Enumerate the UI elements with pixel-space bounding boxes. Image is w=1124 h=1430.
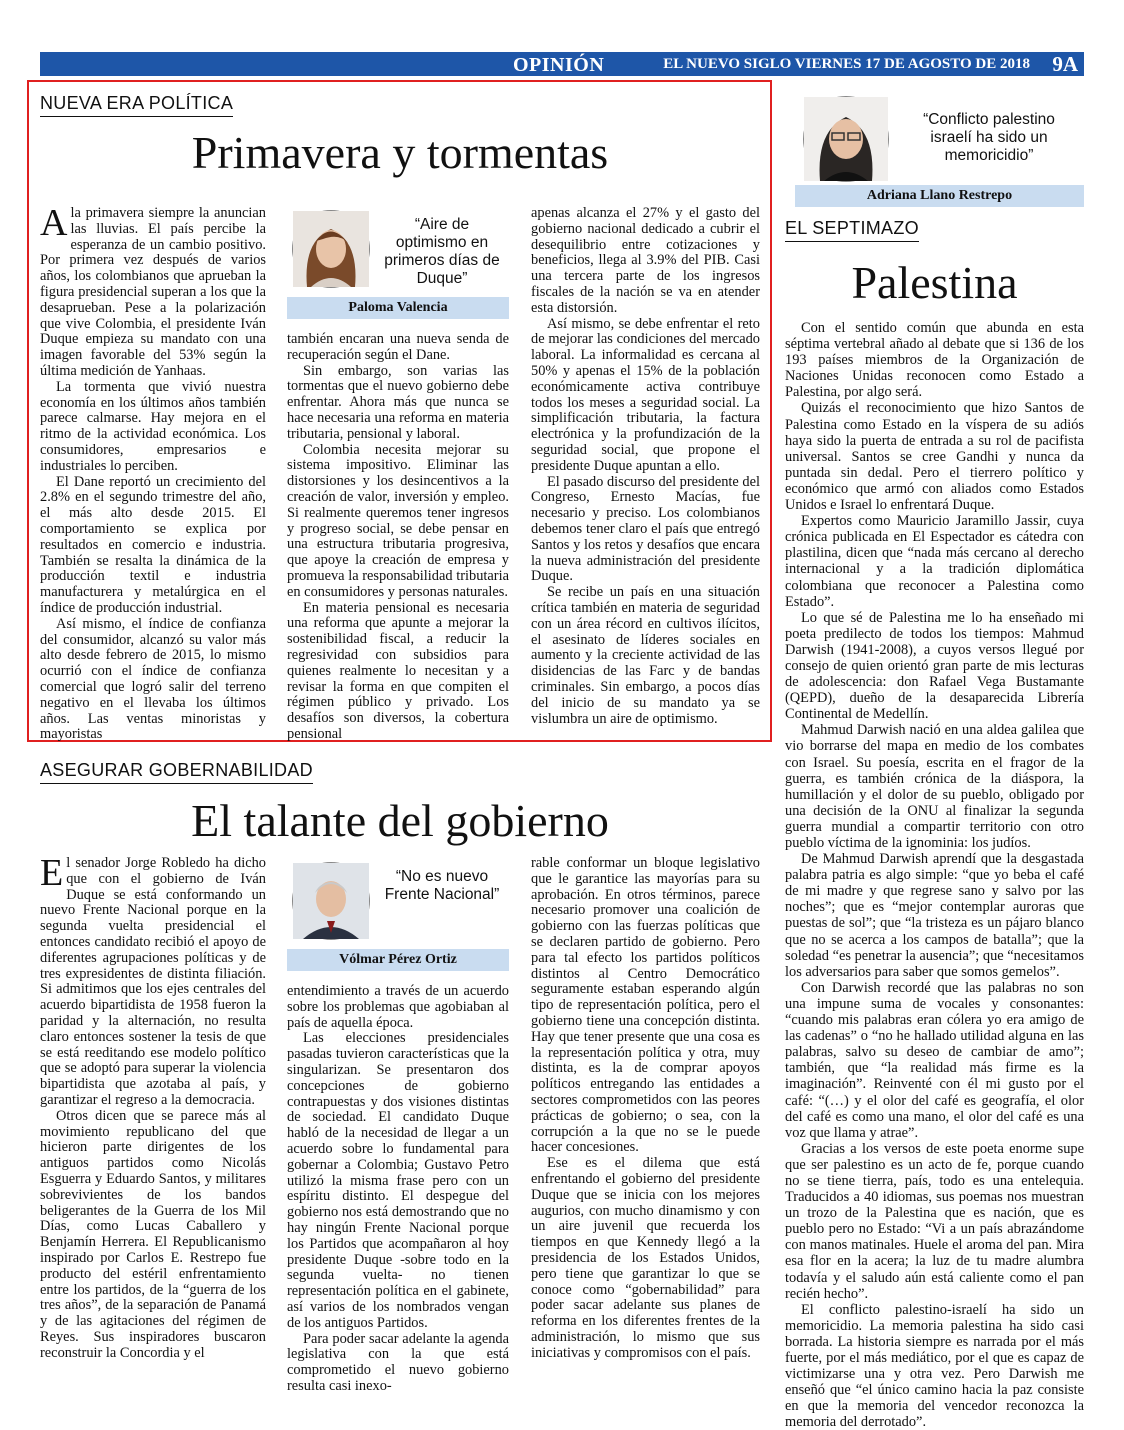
article1-col3-p2: Así mismo, se debe enfrentar el reto de mejorar las condiciones del mercado laboral. La informalidad es cercana al 50% y apenas el 15% de la población económicamente activa contribuye todos los meses a seguridad social. La simplificación tributaria, la factura electrónica y la profundización de la seguridad social, que propone el presidente Duque apuntan a ello. — [531, 315, 760, 474]
article3-p3: Expertos como Mauricio Jaramillo Jassir, cuya crónica publicada en El Espectador es cátedra con plastilina, dicen que “nada más cercano al derecho internacional y a la tradición diplomática colombiana que reconocer a Palestina como Estado”. — [785, 513, 1084, 610]
article3-body — [785, 320, 1084, 1430]
article2-col3-p1: rable conformar un bloque legislativo que le garantice las mayorías para su aprobación. En otros términos, parece necesario promover una coalición de gobierno con las fuerzas políticas que se declaren partido de gobierno. Pero para tal efecto los partidos políticos distintos al Centro Democrático seguramente estaban esperando algún tipo de representación política, pero el gobierno tiene una concepción distinta. Hay que tener presente que una cosa es la representación política y otra, muy distinta, es la de comprar apoyos políticos entregando las entidades a sectores comprometidos con las peores prácticas de gobierno; o sea, con la corrupción a la que no se le puede hacer concesiones. — [531, 855, 760, 1156]
article1-col3-p4: Se recibe un país en una situación crítica también en materia de seguridad con un área récord en cultivos ilícitos, el asesinato de líderes sociales en aumento y la creciente actividad de las disidencias de las Farc y de bandas criminales. Sin embargo, a pocos días del inicio de su mandato ya se vislumbra un aire de optimismo. — [531, 584, 760, 727]
article3-kicker: EL SEPTIMAZO — [785, 218, 919, 242]
article2-col2-p3: Para poder sacar adelante la agenda legislativa con la que está comprometido el nuevo gobierno resulta casi inexo- — [287, 1330, 509, 1394]
article1-column-3 — [531, 206, 760, 736]
article2-col1-p1: El senador Jorge Robledo ha dicho que con el gobierno de Iván Duque se está conformando un nuevo Frente Nacional porque en la segunda vuelta presidencial el entonces candidato recibió el apoyo de diferentes agrupaciones políticas y de tres expresidentes de distinta filiación. Si admitimos que los ejes centrales del acuerdo bipartidista de 1958 fueron la paridad y la alternación, no resulta claro entonces sostener la tesis de que se está reeditando ese modelo político que se adoptó para superar la violencia bipartidista que azotaba al país, y garantizar el regreso a la democracia. — [40, 852, 266, 1108]
article3-author-photo — [803, 96, 889, 182]
article3-p9: El conflicto palestino-israelí ha sido un memoricidio. La memoria palestina ha sido casi borrada. La historia siempre es narrada por el más fuerte, por el más mediático, por el que es capaz de victimizarse una y otra vez. Pero Darwish me enseñó que “el único camino hacia la paz consiste en que la memoria del vencedor reconozca la memoria del derrotado”. — [785, 1301, 1084, 1430]
article2-kicker: ASEGURAR GOBERNABILIDAD — [40, 760, 313, 784]
article3-p6: De Mahmud Darwish aprendí que la desgastada palabra patria es algo simple: “que yo beba el café de mi madre y que regrese sano y salvo por las noches”; que es “mejor contemplar auroras que puestas de sol”; que “la tristeza es un pájaro blanco que no se acerca a los campos de batalla”; que la soledad “es penetrar la ausencia”; que “necesitamos los adversarios para saber que somos gemelos”. — [785, 851, 1084, 980]
article3-quote: “Conflicto palestino israelí ha sido un memoricidio” — [923, 111, 1055, 164]
article1-col1-p2: La tormenta que vivió nuestra economía en los últimos años también parece calmarse. Hay mejora en el ritmo de la actividad económica. Los consumidores, empresarios e industriales lo perciben. — [40, 378, 266, 474]
article1-dropcap: A — [40, 202, 68, 244]
article3-p1: Con el sentido común que abunda en esta séptima vertebral añado al debate que si 136 de los 193 países miembros de la Organización de Naciones Unidas reconocen como Estado a Palestina, por algo será. — [785, 320, 1084, 401]
article2-headline: El talante del gobierno — [191, 795, 609, 846]
article1-kicker: NUEVA ERA POLÍTICA — [40, 93, 233, 117]
article2-quote-box — [287, 856, 509, 971]
article2-col2-p1: entendimiento a través de un acuerdo sobre los problemas que agobiaban al país de aquella época. — [287, 983, 509, 1031]
article1-col2-p3: Colombia necesita mejorar su sistema impositivo. Eliminar las distorsiones y los desincentivos a la creación de valor, inversión y empleo. Si realmente queremos tener ingresos y progreso social, se debe pensar en una estructura tributaria progresiva, que apoye la creación de empresa y promueva la responsabilidad tributaria en consumidores y personas naturales. — [287, 441, 509, 600]
article2-column-2 — [287, 983, 509, 1394]
article3-p5: Mahmud Darwish nació en una aldea galilea que vio borrarse del mapa en medio de los combates con Israel. Su poesía, escrita en el fragor de la guerra, es también crónica de la diáspora, la humillación y el dolor de su pueblo, obligado por una decisión de la ONU al finalizar la segunda guerra mundial a compartir territorio con otro pueblo víctima de la ignominia: los judíos. — [785, 722, 1084, 851]
article3-p8: Gracias a los versos de este poeta enorme supe que ser palestino es un acto de fe, porque cuando no se tiene tierra, país, todo es una entelequia. Traducidos a 40 idiomas, sus poemas nos muestran un trozo de la Palestina que es nación, que es pueblo pero no Estado: “Vi a un país abrazándome con manos matinales. Huele el aroma del pan. Mira esa flor en la acera; la luz de tu madre alumbra todavía y el saludo aún está caliente como el pan recién hecho”. — [785, 1140, 1084, 1302]
article2-author: Vólmar Pérez Ortiz — [287, 949, 509, 971]
author-portrait-icon — [804, 97, 888, 181]
article1-author-photo — [292, 210, 370, 288]
article1-quote-box — [287, 204, 509, 319]
article1-col2-p4: En materia pensional es necesaria una reforma que apunte a mejorar la sostenibilidad fiscal, a reducir la regresividad con subsidios para quienes realmente lo necesitan y a revisar la forma en que compiten el régimen público y privado. Los desafíos son diversos, la cobertura pensional — [287, 599, 509, 742]
article3-headline: Palestina — [851, 257, 1018, 308]
article2-col3-p2: Ese es el dilema que está enfrentando el gobierno del presidente Duque que se inicia con los mejores augurios, con mucho dinamismo y con un aire juvenil que recuerda los tiempos en que Kennedy llegó a la presidencia de los Estados Unidos, pero tiene que garantizar lo que se conoce como “gobernabilidad” para poder sacar adelante sus planes de reforma en los diferentes frentes de la administración, lo mismo que sus iniciativas y compromisos con el país. — [531, 1155, 760, 1361]
article1-col3-p3: El pasado discurso del presidente del Congreso, Ernesto Macías, fue necesario y preciso. Los colombianos debemos tener claro el país que entregó Santos y los retos y desafíos que encara la nueva administración del presidente Duque. — [531, 473, 760, 585]
article1-col3-p1: apenas alcanza el 27% y el gasto del gobierno nacional dedicado a cubrir el desequilibrio entre cotizaciones y beneficios, llega al 3.9% del PIB. Casi una tercera parte de los ingresos fiscales de la nación se va en atender esta distorsión. — [531, 205, 760, 316]
article3-author: Adriana Llano Restrepo — [795, 185, 1084, 207]
article2-author-photo — [292, 862, 370, 940]
article3-p7: Con Darwish recordé que las palabras no son una impune suma de vocales y consonantes: “cuando mis palabras eran cólera yo era amigo de las cadenas” o “no he hallado utilidad alguna en las palabras, salvo su deseo de cambiar de amo”; también, que “la realidad más firme es la imaginación”. Reinventé con él mi gusto por el café: “(…) y el olor del café es geografía, el olor del café es como una mano, el olor del café es una voz que llama y atrae”. — [785, 979, 1084, 1141]
article3-p2: Quizás el reconocimiento que hizo Santos de Palestina como Estado en la víspera de su adiós haya sido la puerta de entrada a su rol de pacifista universal. Santos se cree Gandhi y nunca da puntada sin dedal. Pero el tierrero político y económico que armó con aliados como Estados Unidos e Israel lo enfrentará Duque. — [785, 400, 1084, 514]
article1-author: Paloma Valencia — [287, 297, 509, 319]
article3-p4: Lo que sé de Palestina me lo ha enseñado mi poeta predilecto de todos los tiempos: Mahmud Darwish (1941-2008), a cuyos versos llegué por consejo de quien orientó gran parte de mis lecturas de adolescencia: don Rafael Vega Bustamante (QEPD), dueño de la desaparecida Librería Continental de Medellín. — [785, 609, 1084, 723]
article2-col1-p2: Otros dicen que se parece más al movimiento republicano del que hicieron parte dirigentes de los antiguos partidos como Nicolás Esguerra y Eduardo Santos, y militares sobrevivientes de los bandos beligerantes de la Guerra de los Mil Días, como Lucas Caballero y Benjamín Herrera. El Republicanismo inspirado por Carlos E. Restrepo fue producto del estéril enfrentamiento entre los partidos, de la “guerra de los tres años”, de la separación de Panamá y de las agitaciones del régimen de Reyes. Sus inspiradores buscaron reconstruir la Concordia y el — [40, 1107, 266, 1361]
article2-dropcap: E — [40, 852, 64, 894]
page-number: 9A — [1052, 52, 1078, 76]
article1-col1-p1: Ala primavera siempre la anuncian las lluvias. El país percibe la esperanza de un cambio positivo. Por primera vez después de varios años, los colombianos que aprueban la figura presidencial superan a los que la desaprueban. Pese a la polarización que vive Colombia, el presidente Iván Duque empieza su mandato con una imagen favorable del 53% según la última medición de Yanhaas. — [40, 202, 266, 379]
author-portrait-icon — [293, 211, 369, 287]
article2-col2-p2: Las elecciones presidenciales pasadas tuvieron características que la singularizan. Se presentaron dos concepciones de gobierno contrapuestas y dos visiones distintas de sociedad. El candidato Duque habló de la necesidad de llegar a un acuerdo sobre lo fundamental para gobernar a Colombia; Gustavo Petro utilizó la misma frase pero con un espíritu distinto. El despegue del gobierno nos está demostrando que no hay ningún Frente Nacional porque los Partidos que acompañaron al hoy presidente Duque -sobre todo en la segunda vuelta- no tienen representación política en el gabinete, así varios de los nombrados vengan de los antiguos Partidos. — [287, 1030, 509, 1331]
article1-column-1 — [40, 202, 266, 743]
article2-column-1 — [40, 852, 266, 1361]
article3-quote-box — [795, 93, 1084, 209]
article1-headline: Primavera y tormentas — [191, 127, 609, 178]
article1-col2-p2: Sin embargo, son varias las tormentas que el nuevo gobierno debe enfrentar. Ahora más que nunca se hace necesaria una reforma en materia tributaria, pensional y laboral. — [287, 362, 509, 442]
newspaper-date-line: EL NUEVO SIGLO VIERNES 17 DE AGOSTO DE 2018 — [663, 56, 1030, 72]
article1-quote: “Aire de optimismo en primeros días de Duque” — [384, 216, 500, 287]
author-portrait-icon — [293, 863, 369, 939]
article1-col2-p1: también encaran una nueva senda de recuperación según el Dane. — [287, 331, 509, 363]
article1-col1-p4: Así mismo, el índice de confianza del consumidor, alcanzó su valor más alto desde febrero de 2015, lo mismo ocurrió con el índice de confianza comercial que logró salir del terreno negativo en el llevaba los últimos años. Las ventas minoristas y mayoristas — [40, 615, 266, 743]
section-title: OPINIÓN — [513, 54, 605, 76]
article1-col1-p3: El Dane reportó un crecimiento del 2.8% en el segundo trimestre del año, el más alto desde 2015. El comportamiento se explica por resultados en comercio e industria. También se resalta la dinámica de la producción textil e industria manufacturera y metalúrgica en el índice de producción industrial. — [40, 473, 266, 616]
article1-column-2 — [287, 331, 509, 742]
article2-column-3 — [531, 855, 760, 1361]
article2-quote: “No es nuevo Frente Nacional” — [384, 868, 500, 903]
masthead-bar — [40, 52, 1084, 76]
